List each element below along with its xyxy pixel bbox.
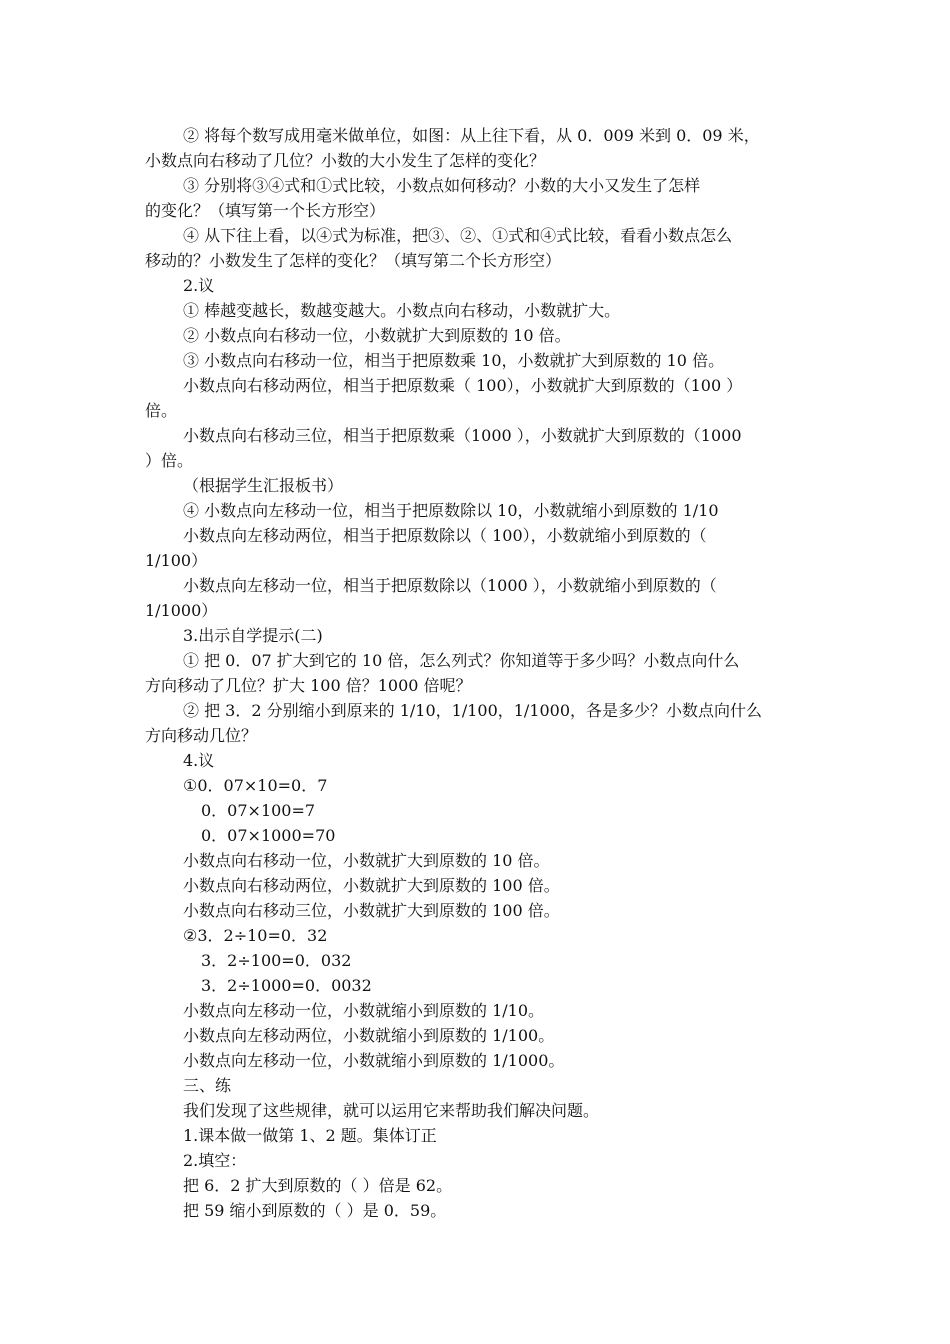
text-line: 小数点向左移动两位，相当于把原数除以（ 100），小数就缩小到原数的（ — [183, 526, 707, 545]
text-line: 小数点向右移动了几位？小数的大小发生了怎样的变化？ — [145, 151, 546, 170]
text-line: 2.填空： — [183, 1151, 247, 1170]
text-line: ④ 小数点向左移动一位，相当于把原数除以 10，小数就缩小到原数的 1/10 — [183, 501, 719, 520]
text-line: ② 小数点向右移动一位，小数就扩大到原数的 10 倍。 — [183, 326, 571, 345]
section-heading: 三、练 — [183, 1076, 232, 1095]
document-body — [145, 123, 815, 1223]
text-line: ② 将每个数写成用毫米做单位，如图：从上往下看，从 0．009 米到 0．09 米， — [183, 126, 760, 145]
text-line: 方向移动几位？ — [145, 726, 258, 745]
text-line: ① 棒越变越长，数越变越大。小数点向右移动，小数就扩大。 — [183, 301, 621, 320]
text-line: 小数点向左移动一位，小数就缩小到原数的 1/10。 — [183, 1001, 545, 1020]
text-line: 1.课本做一做第 1、2 题。集体订正 — [183, 1126, 437, 1145]
equation-line: ②3．2÷10=0．32 — [183, 926, 328, 945]
equation-line: 0．07×1000=70 — [201, 826, 336, 845]
section-heading: 2.议 — [183, 276, 215, 295]
text-line: 移动的？小数发生了怎样的变化？（填写第二个长方形空） — [145, 251, 562, 270]
text-line: 小数点向右移动三位，小数就扩大到原数的 100 倍。 — [183, 901, 560, 920]
text-line: ④ 从下往上看，以④式为标准，把③、②、①式和④式比较，看看小数点怎么 — [183, 226, 733, 245]
text-line: 把 6．2 扩大到原数的（ ）倍是 62。 — [183, 1176, 453, 1195]
text-line: 小数点向右移动两位，相当于把原数乘（ 100），小数就扩大到原数的（100 ） — [183, 376, 743, 395]
text-line: ① 把 0．07 扩大到它的 10 倍，怎么列式？你知道等于多少吗？小数点向什么 — [183, 651, 740, 670]
text-line: 小数点向左移动一位，小数就缩小到原数的 1/1000。 — [183, 1051, 565, 1070]
equation-line: 3．2÷100=0．032 — [201, 951, 352, 970]
text-line: 小数点向左移动一位，相当于把原数除以（1000 ），小数就缩小到原数的（ — [183, 576, 717, 595]
text-line: ② 把 3．2 分别缩小到原来的 1/10，1/100，1/1000，各是多少？小数点向什么 — [183, 701, 763, 720]
text-line: 1/100） — [145, 551, 208, 570]
text-line: 方向移动了几位？扩大 100 倍？1000 倍呢？ — [145, 676, 472, 695]
equation-line: ①0．07×10=0．7 — [183, 776, 328, 795]
equation-line: 0．07×100=7 — [201, 801, 316, 820]
text-line: 倍。 — [145, 401, 178, 420]
text-line: （根据学生汇报板书） — [183, 476, 344, 495]
text-line: 的变化？（填写第一个长方形空） — [145, 201, 386, 220]
text-line: 1/1000） — [145, 601, 218, 620]
section-heading: 4.议 — [183, 751, 215, 770]
text-line: 小数点向右移动三位，相当于把原数乘（1000 ），小数就扩大到原数的（1000 — [183, 426, 742, 445]
text-line: 小数点向左移动两位，小数就缩小到原数的 1/100。 — [183, 1026, 555, 1045]
text-line: ③ 分别将③④式和①式比较，小数点如何移动？小数的大小又发生了怎样 — [183, 176, 701, 195]
text-line: 把 59 缩小到原数的（ ）是 0．59。 — [183, 1201, 447, 1220]
section-heading: 3.出示自学提示(二) — [183, 626, 323, 645]
text-line: ）倍。 — [145, 451, 194, 470]
equation-line: 3．2÷1000=0．0032 — [201, 976, 372, 995]
text-line: ③ 小数点向右移动一位，相当于把原数乘 10，小数就扩大到原数的 10 倍。 — [183, 351, 725, 370]
text-line: 小数点向右移动一位，小数就扩大到原数的 10 倍。 — [183, 851, 550, 870]
text-line: 小数点向右移动两位，小数就扩大到原数的 100 倍。 — [183, 876, 560, 895]
text-line: 我们发现了这些规律，就可以运用它来帮助我们解决问题。 — [183, 1101, 600, 1120]
